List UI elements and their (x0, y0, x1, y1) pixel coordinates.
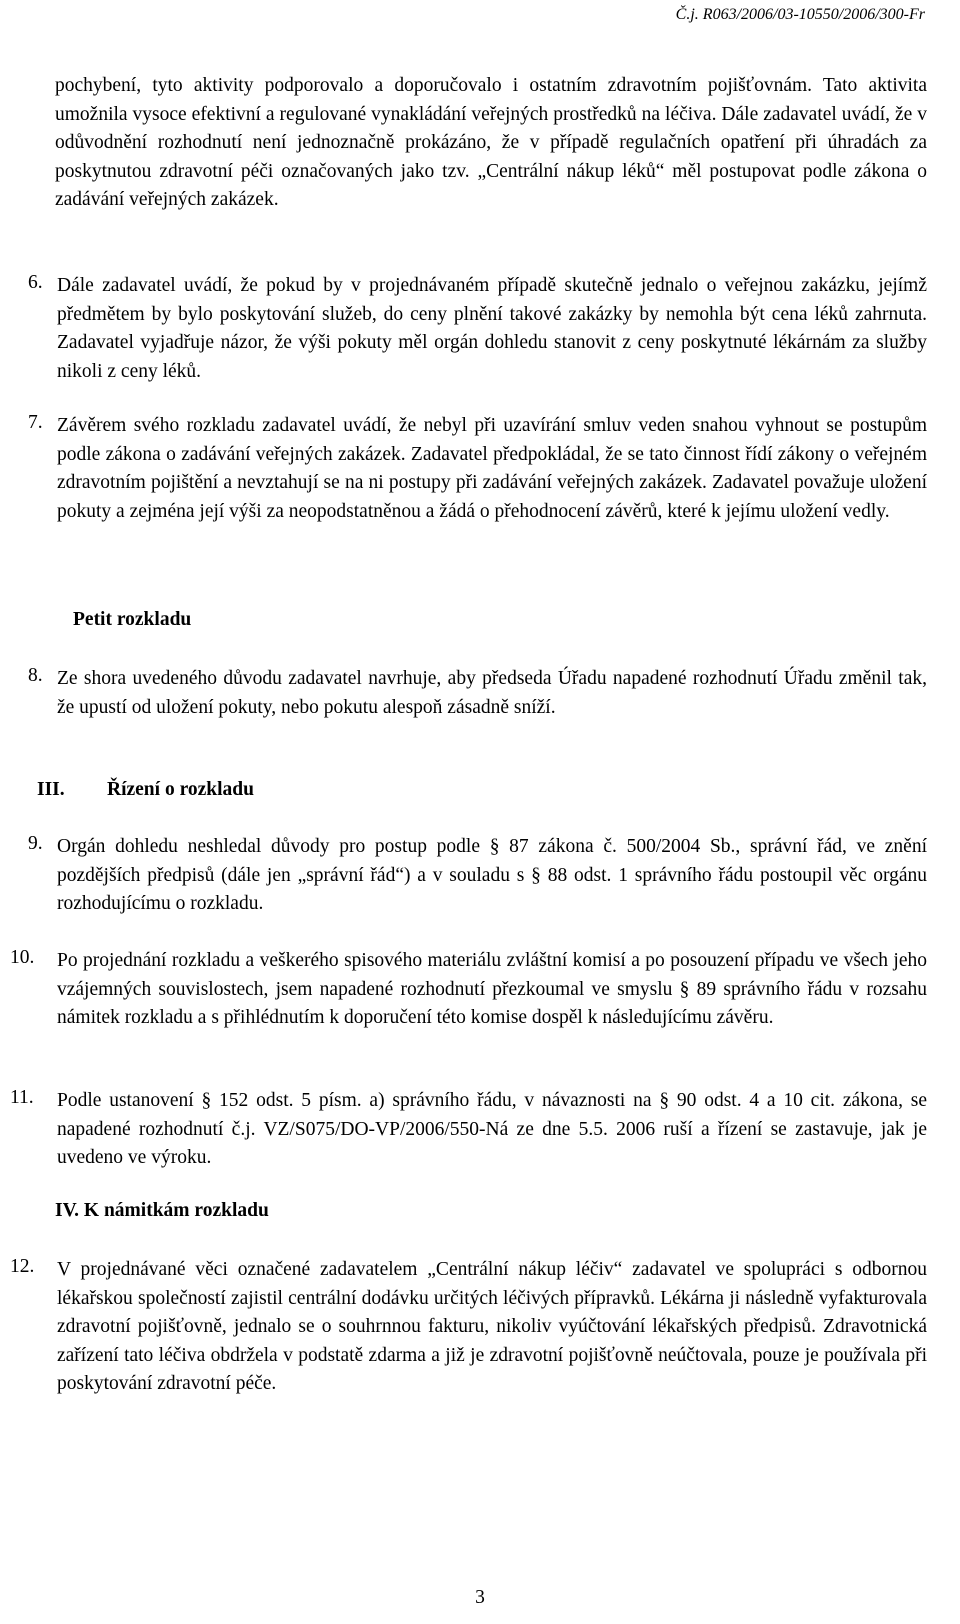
item-text-10: Po projednání rozkladu a veškerého spisového materiálu zvláštní komisí a po posouzení případu ve všech jeho vzájemných souvislostech, jsem napadené rozhodnutí přezkoumal ve smyslu § 89 správního řádu v rozsahu námitek rozkladu a s přihlédnutím k doporučení této komise dospěl k následujícímu závěru. (57, 950, 927, 1028)
heading-petit: Petit rozkladu (73, 609, 192, 630)
section-3-number: III. (37, 779, 65, 800)
item-number-11: 11. (10, 1087, 34, 1108)
section-3-title: Řízení o rozkladu (107, 779, 254, 800)
item-number-6: 6. (28, 272, 43, 293)
section-4-heading: IV. K námitkám rozkladu (55, 1200, 269, 1221)
item-text-12: V projednávané věci označené zadavatelem „Centrální nákup léčiv“ zadavatel ve spolupráci s odbornou lékařskou společností zajistil centrální dodávku určitých léčivých přípravků. Lékárna ji následně vyfakturovala zdravotní pojišťovně, jednalo se o souhrnnou fakturu, nikoliv vyúčtování lékařských předpisů. Zdravotnická zařízení tato léčiva obdržela v podstatě zdarma a již je zdravotní pojišťovně neúčtovala, pouze je používala při poskytování zdravotní péče. (57, 1259, 927, 1394)
intro-paragraph: pochybení, tyto aktivity podporovalo a doporučovalo i ostatním zdravotním pojišťovnám. Tato aktivita umožnila vysoce efektivní a regulované vynakládání veřejných prostředků na léčiva. Dále zadavatel uvádí, že v odůvodnění rozhodnutí není jednoznačně prokázáno, že v případě regulačních opatření při úhradách za poskytnutou zdravotní péči označovaných jako tzv. „Centrální nákup léků“ měl postupovat podle zákona o zadávání veřejných zakázek. (55, 75, 927, 210)
item-number-7: 7. (28, 412, 43, 433)
item-number-10: 10. (10, 947, 35, 968)
item-text-11: Podle ustanovení § 152 odst. 5 písm. a) správního řádu, v návaznosti na § 90 odst. 4 a 10 cit. zákona, se napadené rozhodnutí č.j. VZ/S075/DO-VP/2006/550-Ná ze dne 5.5. 2006 ruší a řízení se zastavuje, jak je uvedeno ve výroku. (57, 1090, 927, 1168)
item-number-8: 8. (28, 665, 43, 686)
item-number-12: 12. (10, 1256, 35, 1277)
item-text-9: Orgán dohledu neshledal důvody pro postup podle § 87 zákona č. 500/2004 Sb., správní řád, ve znění pozdějších předpisů (dále jen „správní řád“) a v souladu s § 88 odst. 1 správního řádu postoupil věc orgánu rozhodujícímu o rozkladu. (57, 836, 927, 914)
document-reference-header: Č.j. R063/2006/03-10550/2006/300-Fr (675, 6, 925, 23)
item-number-9: 9. (28, 833, 43, 854)
item-text-6: Dále zadavatel uvádí, že pokud by v projednávaném případě skutečně jednalo o veřejnou zakázku, jejímž předmětem by bylo poskytování služeb, do ceny plnění takové zakázky by nemohla být cena léků zahrnuta. Zadavatel vyjadřuje názor, že výši pokuty měl orgán dohledu stanovit z ceny poskytnuté lékárnám za služby nikoli z ceny léků. (57, 275, 927, 382)
item-text-8: Ze shora uvedeného důvodu zadavatel navrhuje, aby předseda Úřadu napadené rozhodnutí Úřadu změnil tak, že upustí od uložení pokuty, nebo pokutu alespoň zásadně sníží. (57, 668, 927, 718)
item-text-7: Závěrem svého rozkladu zadavatel uvádí, že nebyl při uzavírání smluv veden snahou vyhnout se postupům podle zákona o zadávání veřejných zakázek. Zadavatel předpokládal, že se tato činnost řídí zákony o veřejném zdravotním pojištění a nevztahují se na ni postupy při zadávání veřejných zakázek. Zadavatel považuje uložení pokuty a zejména její výši za neopodstatněnou a žádá o přehodnocení závěrů, které k jejímu uložení vedly. (57, 415, 927, 522)
page-number: 3 (475, 1587, 485, 1608)
